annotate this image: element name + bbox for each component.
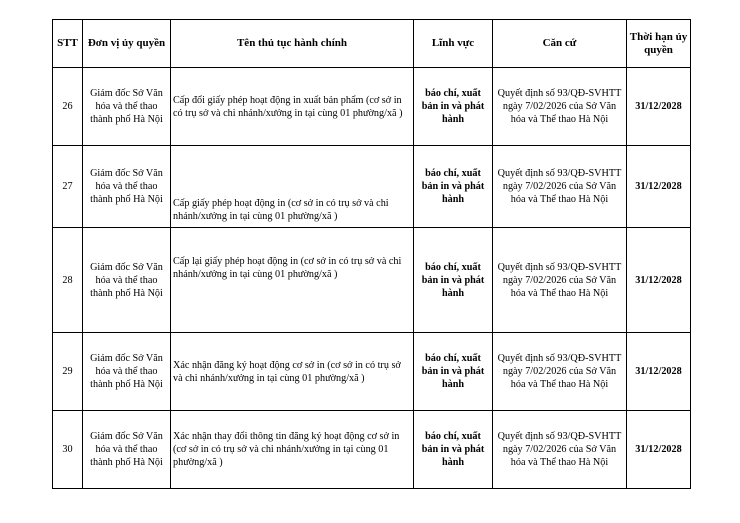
cell-term: 31/12/2028 — [627, 68, 691, 146]
cell-basis: Quyết định số 93/QĐ-SVHTT ngày 7/02/2026 của Sở Văn hóa và Thể thao Hà Nội — [493, 411, 627, 489]
cell-term: 31/12/2028 — [627, 146, 691, 228]
header-procedure-name: Tên thủ tục hành chính — [171, 20, 414, 68]
cell-stt: 29 — [53, 333, 83, 411]
cell-basis: Quyết định số 93/QĐ-SVHTT ngày 7/02/2026 của Sở Văn hóa và Thể thao Hà Nội — [493, 68, 627, 146]
table-header-row — [53, 20, 691, 68]
cell-term: 31/12/2028 — [627, 411, 691, 489]
cell-basis: Quyết định số 93/QĐ-SVHTT ngày 7/02/2026 của Sở Văn hóa và Thể thao Hà Nội — [493, 228, 627, 333]
cell-unit: Giám đốc Sở Văn hóa và thể thao thành phố Hà Nội — [83, 228, 171, 333]
cell-procedure-name: Xác nhận đăng ký hoạt động cơ sở in (cơ sở in có trụ sở và chi nhánh/xưởng in tại cùng 01 phường/xã ) — [171, 333, 414, 411]
cell-stt: 26 — [53, 68, 83, 146]
table-row — [53, 228, 691, 333]
delegation-table — [52, 19, 691, 489]
table-row — [53, 68, 691, 146]
header-unit: Đơn vị ủy quyền — [83, 20, 171, 68]
cell-field: báo chí, xuất bản in và phát hành — [414, 146, 493, 228]
cell-procedure-name: Cấp lại giấy phép hoạt động in (cơ sở in có trụ sở và chi nhánh/xưởng in tại cùng 01 phường/xã ) — [171, 228, 414, 333]
cell-unit: Giám đốc Sở Văn hóa và thể thao thành phố Hà Nội — [83, 333, 171, 411]
cell-unit: Giám đốc Sở Văn hóa và thể thao thành phố Hà Nội — [83, 146, 171, 228]
header-basis: Căn cứ — [493, 20, 627, 68]
header-stt: STT — [53, 20, 83, 68]
cell-basis: Quyết định số 93/QĐ-SVHTT ngày 7/02/2026 của Sở Văn hóa và Thể thao Hà Nội — [493, 333, 627, 411]
cell-procedure-name: Cấp giấy phép hoạt động in (cơ sở in có trụ sở và chi nhánh/xưởng in tại cùng 01 phường/xã ) — [171, 146, 414, 228]
table-row — [53, 411, 691, 489]
cell-stt: 30 — [53, 411, 83, 489]
header-field: Lĩnh vực — [414, 20, 493, 68]
table-row — [53, 333, 691, 411]
cell-procedure-name: Xác nhận thay đổi thông tin đăng ký hoạt động cơ sở in (cơ sở in có trụ sở và chi nhánh/xưởng in tại cùng 01 phường/xã ) — [171, 411, 414, 489]
cell-stt: 28 — [53, 228, 83, 333]
cell-unit: Giám đốc Sở Văn hóa và thể thao thành phố Hà Nội — [83, 68, 171, 146]
cell-stt: 27 — [53, 146, 83, 228]
cell-field: báo chí, xuất bản in và phát hành — [414, 333, 493, 411]
cell-term: 31/12/2028 — [627, 333, 691, 411]
cell-field: báo chí, xuất bản in và phát hành — [414, 411, 493, 489]
header-term: Thời hạn ủy quyền — [627, 20, 691, 68]
cell-unit: Giám đốc Sở Văn hóa và thể thao thành phố Hà Nội — [83, 411, 171, 489]
table-row — [53, 146, 691, 228]
cell-basis: Quyết định số 93/QĐ-SVHTT ngày 7/02/2026 của Sở Văn hóa và Thể thao Hà Nội — [493, 146, 627, 228]
cell-term: 31/12/2028 — [627, 228, 691, 333]
cell-field: báo chí, xuất bản in và phát hành — [414, 68, 493, 146]
cell-field: báo chí, xuất bản in và phát hành — [414, 228, 493, 333]
cell-procedure-name: Cấp đổi giấy phép hoạt động in xuất bản phẩm (cơ sở in có trụ sở và chi nhánh/xưởng in tại cùng 01 phường/xã ) — [171, 68, 414, 146]
